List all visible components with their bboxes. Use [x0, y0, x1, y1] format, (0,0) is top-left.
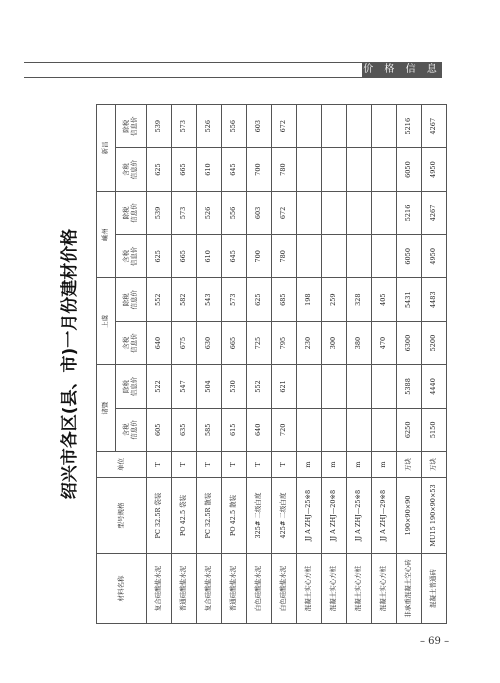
page-number: – 69 –: [420, 636, 450, 647]
header-with-tax: 含税 信息价: [116, 235, 147, 278]
page-title: 绍兴市各区(县、市)一月份建材价格: [60, 228, 80, 500]
cell-price: [297, 105, 322, 148]
cell-price: 556: [222, 105, 247, 148]
cell-price: [347, 105, 372, 148]
header-without-tax: 除税 信息价: [116, 365, 147, 408]
cell-price: 665: [172, 235, 197, 278]
cell-price: 720: [272, 408, 297, 451]
table-row: [172, 105, 197, 624]
cell-price: 539: [147, 191, 172, 234]
cell-unit: m: [297, 452, 322, 478]
cell-price: 603: [247, 105, 272, 148]
cell-price: 700: [247, 235, 272, 278]
cell-price: 539: [147, 105, 172, 148]
cell-spec: PC 32.5R 袋装: [147, 478, 172, 554]
cell-price: 470: [372, 321, 397, 364]
cell-price: 795: [272, 321, 297, 364]
table-row: [272, 105, 297, 624]
cell-price: 405: [372, 278, 397, 321]
header-without-tax: 除税 信息价: [116, 278, 147, 321]
cell-price: 6250: [397, 408, 422, 451]
header-with-tax: 含税 信息价: [116, 321, 147, 364]
cell-price: 526: [197, 191, 222, 234]
cell-price: 610: [197, 148, 222, 191]
cell-spec: PC 32.5R 散装: [197, 478, 222, 554]
cell-price: 526: [197, 105, 222, 148]
cell-material: 混凝土实心方桩: [297, 554, 322, 624]
cell-price: 700: [247, 148, 272, 191]
cell-price: 621: [272, 365, 297, 408]
cell-price: 645: [222, 148, 247, 191]
cell-price: 5200: [422, 321, 447, 364]
cell-price: 4440: [422, 365, 447, 408]
cell-unit: m: [322, 452, 347, 478]
cell-price: 625: [147, 235, 172, 278]
cell-price: [347, 235, 372, 278]
cell-price: 630: [197, 321, 222, 364]
header-region: 诸暨: [97, 365, 116, 452]
cell-price: 665: [222, 321, 247, 364]
table-row: [397, 105, 422, 624]
cell-material: 复合硅酸盐水泥: [197, 554, 222, 624]
cell-price: 4950: [422, 235, 447, 278]
cell-price: 552: [147, 278, 172, 321]
cell-spec: JJ A ZHJ—29※8: [372, 478, 397, 554]
cell-spec: MU15 190×90×53: [422, 478, 447, 554]
cell-price: [322, 148, 347, 191]
cell-price: 640: [147, 321, 172, 364]
cell-price: 615: [222, 408, 247, 451]
cell-price: [297, 408, 322, 451]
cell-price: [322, 191, 347, 234]
cell-price: 725: [247, 321, 272, 364]
cell-price: [322, 105, 347, 148]
section-banner: 价 格 信 息: [363, 64, 441, 75]
cell-spec: 190×90×90: [397, 478, 422, 554]
price-table: [96, 104, 447, 624]
cell-price: 685: [272, 278, 297, 321]
cell-price: [347, 148, 372, 191]
cell-spec: JJ A ZHJ—25※8: [347, 478, 372, 554]
cell-price: [347, 408, 372, 451]
cell-price: [297, 191, 322, 234]
cell-price: 556: [222, 191, 247, 234]
cell-spec: JJ A ZHJ—25※8: [297, 478, 322, 554]
cell-price: 300: [322, 321, 347, 364]
cell-price: [372, 365, 397, 408]
cell-price: 640: [247, 408, 272, 451]
table-header-row: [97, 105, 116, 624]
cell-price: 672: [272, 191, 297, 234]
cell-price: 5431: [397, 278, 422, 321]
cell-price: [372, 235, 397, 278]
cell-price: 645: [222, 235, 247, 278]
cell-price: 573: [172, 105, 197, 148]
cell-price: 5150: [422, 408, 447, 451]
table-row: [222, 105, 247, 624]
header-without-tax: 除税 信息价: [116, 105, 147, 148]
cell-price: 603: [247, 191, 272, 234]
cell-price: 5388: [397, 365, 422, 408]
cell-price: 672: [272, 105, 297, 148]
header-rule-bottom: [24, 77, 442, 78]
cell-unit: T: [222, 452, 247, 478]
cell-price: 582: [172, 278, 197, 321]
cell-price: 328: [347, 278, 372, 321]
header-region: 上虞: [97, 278, 116, 365]
cell-unit: 万块: [422, 452, 447, 478]
cell-price: 4267: [422, 191, 447, 234]
header-with-tax: 含税 信息价: [116, 408, 147, 451]
cell-price: 198: [297, 278, 322, 321]
cell-price: 780: [272, 235, 297, 278]
cell-price: 530: [222, 365, 247, 408]
cell-price: 6300: [397, 321, 422, 364]
table-row: [422, 105, 447, 624]
cell-price: 573: [222, 278, 247, 321]
cell-price: [347, 365, 372, 408]
cell-price: [347, 191, 372, 234]
cell-price: 504: [197, 365, 222, 408]
table-row: [372, 105, 397, 624]
cell-price: 5216: [397, 105, 422, 148]
table-row: [147, 105, 172, 624]
table-row: [247, 105, 272, 624]
cell-price: 605: [147, 408, 172, 451]
cell-unit: T: [197, 452, 222, 478]
cell-spec: PO 42.5 袋装: [172, 478, 197, 554]
table-row: [322, 105, 347, 624]
cell-unit: m: [372, 452, 397, 478]
cell-price: [322, 365, 347, 408]
cell-price: 5216: [397, 191, 422, 234]
cell-price: [322, 235, 347, 278]
cell-price: 573: [172, 191, 197, 234]
cell-price: 625: [247, 278, 272, 321]
cell-material: 混凝土普通砖: [422, 554, 447, 624]
cell-price: 675: [172, 321, 197, 364]
cell-price: 4267: [422, 105, 447, 148]
cell-material: 白色硅酸盐水泥: [272, 554, 297, 624]
cell-material: 普通硅酸盐水泥: [222, 554, 247, 624]
cell-material: 混凝土实心方桩: [347, 554, 372, 624]
cell-price: [297, 365, 322, 408]
cell-unit: T: [172, 452, 197, 478]
cell-price: 610: [197, 235, 222, 278]
cell-price: [372, 408, 397, 451]
table-row: [197, 105, 222, 624]
cell-spec: 325# 二级白度: [247, 478, 272, 554]
header-region: 新昌: [97, 105, 116, 192]
cell-material: 混凝土实心方桩: [372, 554, 397, 624]
cell-price: 635: [172, 408, 197, 451]
cell-unit: m: [347, 452, 372, 478]
cell-spec: PO 42.5 散装: [222, 478, 247, 554]
cell-price: 543: [197, 278, 222, 321]
cell-price: 259: [322, 278, 347, 321]
cell-price: [322, 408, 347, 451]
cell-material: 非承重混凝土空心砖: [397, 554, 422, 624]
header-spec: 型号规格: [97, 478, 147, 554]
header-without-tax: 除税 信息价: [116, 191, 147, 234]
cell-material: 混凝土实心方桩: [322, 554, 347, 624]
cell-spec: 425# 二级白度: [272, 478, 297, 554]
cell-price: 552: [247, 365, 272, 408]
cell-price: [372, 148, 397, 191]
cell-unit: T: [272, 452, 297, 478]
rotated-table-page: [50, 104, 438, 624]
cell-material: 白色硅酸盐水泥: [247, 554, 272, 624]
header-material: 材料名称: [97, 554, 147, 624]
cell-price: 6050: [397, 235, 422, 278]
cell-price: 547: [172, 365, 197, 408]
cell-price: 380: [347, 321, 372, 364]
header-unit: 单位: [97, 452, 147, 478]
cell-price: [297, 148, 322, 191]
cell-material: 普通硅酸盐水泥: [172, 554, 197, 624]
cell-price: 780: [272, 148, 297, 191]
cell-spec: JJ A ZHJ—20※8: [322, 478, 347, 554]
cell-price: [372, 105, 397, 148]
cell-price: 585: [197, 408, 222, 451]
table-row: [347, 105, 372, 624]
header-with-tax: 含税 信息价: [116, 148, 147, 191]
cell-price: 230: [297, 321, 322, 364]
cell-unit: 万块: [397, 452, 422, 478]
table-row: [297, 105, 322, 624]
cell-price: 6050: [397, 148, 422, 191]
cell-price: 625: [147, 148, 172, 191]
cell-price: 522: [147, 365, 172, 408]
cell-price: 665: [172, 148, 197, 191]
cell-material: 复合硅酸盐水泥: [147, 554, 172, 624]
cell-price: 4950: [422, 148, 447, 191]
cell-price: 4483: [422, 278, 447, 321]
cell-unit: T: [247, 452, 272, 478]
cell-unit: T: [147, 452, 172, 478]
cell-price: [372, 191, 397, 234]
header-region: 嵊州: [97, 191, 116, 278]
cell-price: [297, 235, 322, 278]
